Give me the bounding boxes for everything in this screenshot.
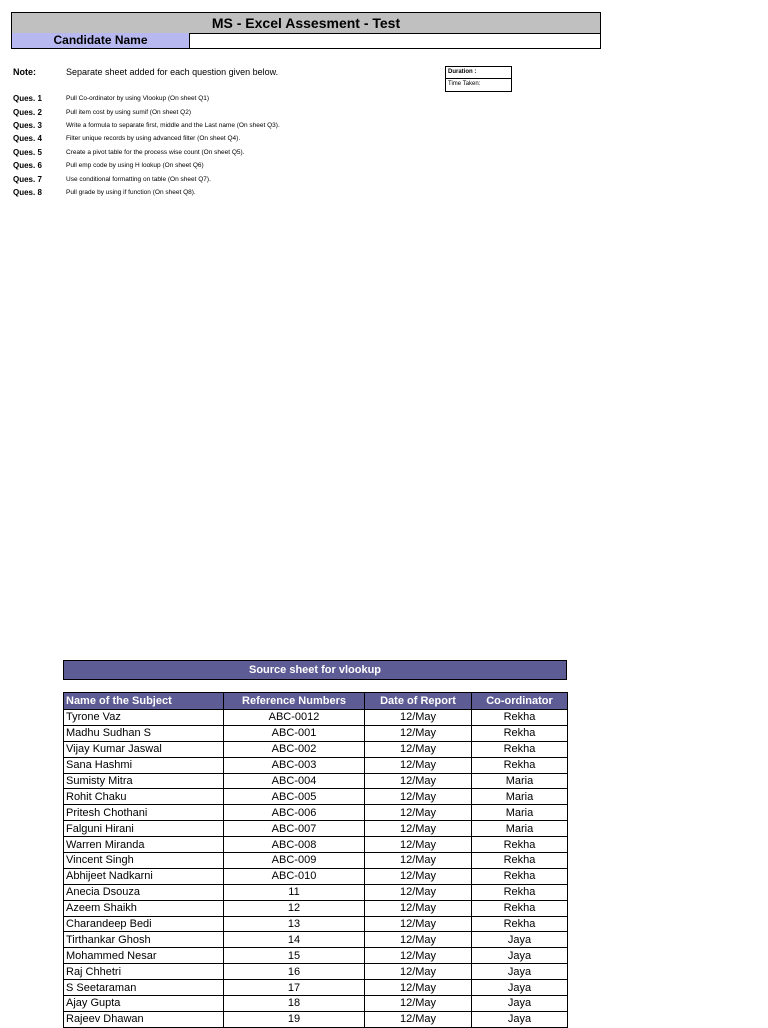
cell-report-date[interactable]: 12/May: [365, 741, 472, 757]
cell-report-date[interactable]: 12/May: [365, 948, 472, 964]
cell-subject-name[interactable]: Charandeep Bedi: [64, 916, 224, 932]
cell-reference-number[interactable]: ABC-001: [224, 725, 365, 741]
table-row: [64, 757, 568, 773]
question-number: Ques. 8: [13, 187, 42, 197]
question-row: [13, 159, 280, 172]
cell-subject-name[interactable]: Warren Miranda: [64, 837, 224, 853]
table-row: [64, 996, 568, 1012]
question-text: Create a pivot table for the process wise count (On sheet Q5).: [66, 148, 245, 156]
cell-subject-name[interactable]: Rohit Chaku: [64, 789, 224, 805]
column-header-reference: Reference Numbers: [224, 693, 365, 710]
table-row: [64, 900, 568, 916]
cell-report-date[interactable]: 12/May: [365, 805, 472, 821]
question-row: [13, 92, 280, 105]
table-row: [64, 741, 568, 757]
source-table: [63, 692, 568, 1028]
question-row: [13, 146, 280, 159]
cell-coordinator[interactable]: Rekha: [472, 853, 568, 869]
cell-coordinator[interactable]: Rekha: [472, 900, 568, 916]
question-text: Use conditional formatting on table (On sheet Q7).: [66, 175, 211, 183]
table-row: [64, 821, 568, 837]
cell-reference-number[interactable]: ABC-004: [224, 773, 365, 789]
question-row: [13, 132, 280, 145]
table-row: [64, 837, 568, 853]
table-row: [64, 725, 568, 741]
question-row: [13, 119, 280, 132]
question-text: Pull emp code by using H lookup (On sheet Q6): [66, 162, 204, 170]
table-row: [64, 789, 568, 805]
cell-subject-name[interactable]: Tirthankar Ghosh: [64, 932, 224, 948]
time-taken-label: Time Taken:: [448, 81, 481, 87]
cell-subject-name[interactable]: Abhijeet Nadkarni: [64, 868, 224, 884]
question-number: Ques. 7: [13, 174, 42, 184]
cell-report-date[interactable]: 12/May: [365, 1011, 472, 1027]
cell-subject-name[interactable]: Sumisty Mitra: [64, 773, 224, 789]
question-text: Pull grade by using if function (On sheet Q8).: [66, 188, 196, 196]
cell-coordinator[interactable]: Jaya: [472, 1011, 568, 1027]
candidate-row: [11, 33, 601, 49]
table-row: [64, 916, 568, 932]
cell-reference-number[interactable]: 11: [224, 884, 365, 900]
table-row: [64, 773, 568, 789]
cell-coordinator[interactable]: Maria: [472, 805, 568, 821]
cell-coordinator[interactable]: Rekha: [472, 725, 568, 741]
cell-subject-name[interactable]: Raj Chhetri: [64, 964, 224, 980]
question-number: Ques. 6: [13, 161, 42, 171]
question-row: [13, 172, 280, 185]
table-row: [64, 710, 568, 726]
question-text: Pull item cost by using sumif (On sheet Q2): [66, 108, 191, 116]
question-text: Pull Co-ordinator by using Vlookup (On sheet Q1): [66, 95, 210, 103]
cell-coordinator[interactable]: Jaya: [472, 948, 568, 964]
cell-subject-name[interactable]: Tyrone Vaz: [64, 710, 224, 726]
cell-coordinator[interactable]: Maria: [472, 773, 568, 789]
cell-reference-number[interactable]: ABC-008: [224, 837, 365, 853]
cell-report-date[interactable]: 12/May: [365, 789, 472, 805]
note-label: Note:: [13, 67, 36, 77]
cell-report-date[interactable]: 12/May: [365, 710, 472, 726]
cell-reference-number[interactable]: ABC-003: [224, 757, 365, 773]
question-list: [13, 92, 280, 199]
cell-subject-name[interactable]: Vijay Kumar Jaswal: [64, 741, 224, 757]
cell-coordinator[interactable]: Rekha: [472, 868, 568, 884]
cell-report-date[interactable]: 12/May: [365, 900, 472, 916]
cell-report-date[interactable]: 12/May: [365, 884, 472, 900]
question-number: Ques. 2: [13, 107, 42, 117]
timing-box: [445, 66, 512, 92]
candidate-name-cell[interactable]: [190, 33, 600, 48]
cell-subject-name[interactable]: Ajay Gupta: [64, 996, 224, 1012]
column-header-subject: Name of the Subject: [64, 693, 224, 710]
cell-subject-name[interactable]: Mohammed Nesar: [64, 948, 224, 964]
cell-report-date[interactable]: 12/May: [365, 837, 472, 853]
cell-coordinator[interactable]: Rekha: [472, 884, 568, 900]
sheet-title: MS - Excel Assesment - Test: [11, 12, 601, 34]
question-number: Ques. 4: [13, 134, 42, 144]
cell-reference-number[interactable]: 15: [224, 948, 365, 964]
cell-report-date[interactable]: 12/May: [365, 868, 472, 884]
cell-subject-name[interactable]: Pritesh Chothani: [64, 805, 224, 821]
duration-label: Duration :: [446, 67, 511, 79]
cell-subject-name[interactable]: Madhu Sudhan S: [64, 725, 224, 741]
table-row: [64, 948, 568, 964]
cell-report-date[interactable]: 12/May: [365, 725, 472, 741]
table-row: [64, 1011, 568, 1027]
table-row: [64, 868, 568, 884]
cell-reference-number[interactable]: ABC-009: [224, 853, 365, 869]
question-number: Ques. 1: [13, 94, 42, 104]
cell-subject-name[interactable]: Rajeev Dhawan: [64, 1011, 224, 1027]
question-text: Write a formula to separate first, middle and the Last name (On sheet Q3).: [66, 121, 280, 129]
cell-reference-number[interactable]: ABC-006: [224, 805, 365, 821]
cell-coordinator[interactable]: Jaya: [472, 996, 568, 1012]
cell-reference-number[interactable]: ABC-002: [224, 741, 365, 757]
cell-subject-name[interactable]: Azeem Shaikh: [64, 900, 224, 916]
question-number: Ques. 3: [13, 120, 42, 130]
cell-report-date[interactable]: 12/May: [365, 916, 472, 932]
table-row: [64, 884, 568, 900]
question-number: Ques. 5: [13, 147, 42, 157]
cell-subject-name[interactable]: S Seetaraman: [64, 980, 224, 996]
question-row: [13, 105, 280, 118]
table-row: [64, 805, 568, 821]
table-row: [64, 853, 568, 869]
column-header-date: Date of Report: [365, 693, 472, 710]
cell-report-date[interactable]: 12/May: [365, 932, 472, 948]
cell-subject-name[interactable]: Vincent Singh: [64, 853, 224, 869]
note-text: Separate sheet added for each question given below.: [66, 67, 279, 77]
cell-coordinator[interactable]: Maria: [472, 789, 568, 805]
source-table-body: [64, 710, 568, 1028]
cell-report-date[interactable]: 12/May: [365, 773, 472, 789]
cell-report-date[interactable]: 12/May: [365, 853, 472, 869]
cell-reference-number[interactable]: ABC-010: [224, 868, 365, 884]
cell-coordinator[interactable]: Jaya: [472, 964, 568, 980]
cell-reference-number[interactable]: 13: [224, 916, 365, 932]
cell-coordinator[interactable]: Jaya: [472, 980, 568, 996]
cell-reference-number[interactable]: 12: [224, 900, 365, 916]
cell-reference-number[interactable]: 14: [224, 932, 365, 948]
source-table-title: Source sheet for vlookup: [63, 660, 567, 680]
cell-reference-number[interactable]: 18: [224, 996, 365, 1012]
question-row: [13, 186, 280, 199]
cell-subject-name[interactable]: Anecia Dsouza: [64, 884, 224, 900]
column-header-coordinator: Co-ordinator: [472, 693, 568, 710]
cell-reference-number[interactable]: 19: [224, 1011, 365, 1027]
cell-report-date[interactable]: 12/May: [365, 821, 472, 837]
cell-coordinator[interactable]: Rekha: [472, 757, 568, 773]
cell-subject-name[interactable]: Falguni Hirani: [64, 821, 224, 837]
cell-report-date[interactable]: 12/May: [365, 980, 472, 996]
cell-report-date[interactable]: 12/May: [365, 757, 472, 773]
table-row: [64, 964, 568, 980]
cell-report-date[interactable]: 12/May: [365, 964, 472, 980]
cell-reference-number[interactable]: ABC-007: [224, 821, 365, 837]
cell-coordinator[interactable]: Rekha: [472, 837, 568, 853]
cell-coordinator[interactable]: Jaya: [472, 932, 568, 948]
candidate-name-label: Candidate Name: [12, 33, 190, 48]
source-header-row: [64, 693, 568, 710]
cell-reference-number[interactable]: 17: [224, 980, 365, 996]
cell-reference-number[interactable]: ABC-005: [224, 789, 365, 805]
table-row: [64, 980, 568, 996]
cell-coordinator[interactable]: Rekha: [472, 710, 568, 726]
table-row: [64, 932, 568, 948]
cell-coordinator[interactable]: Maria: [472, 821, 568, 837]
cell-report-date[interactable]: 12/May: [365, 996, 472, 1012]
cell-coordinator[interactable]: Rekha: [472, 741, 568, 757]
cell-reference-number[interactable]: ABC-0012: [224, 710, 365, 726]
question-text: Filter unique records by using advanced filter (On sheet Q4).: [66, 135, 241, 143]
cell-reference-number[interactable]: 16: [224, 964, 365, 980]
cell-subject-name[interactable]: Sana Hashmi: [64, 757, 224, 773]
cell-coordinator[interactable]: Rekha: [472, 916, 568, 932]
